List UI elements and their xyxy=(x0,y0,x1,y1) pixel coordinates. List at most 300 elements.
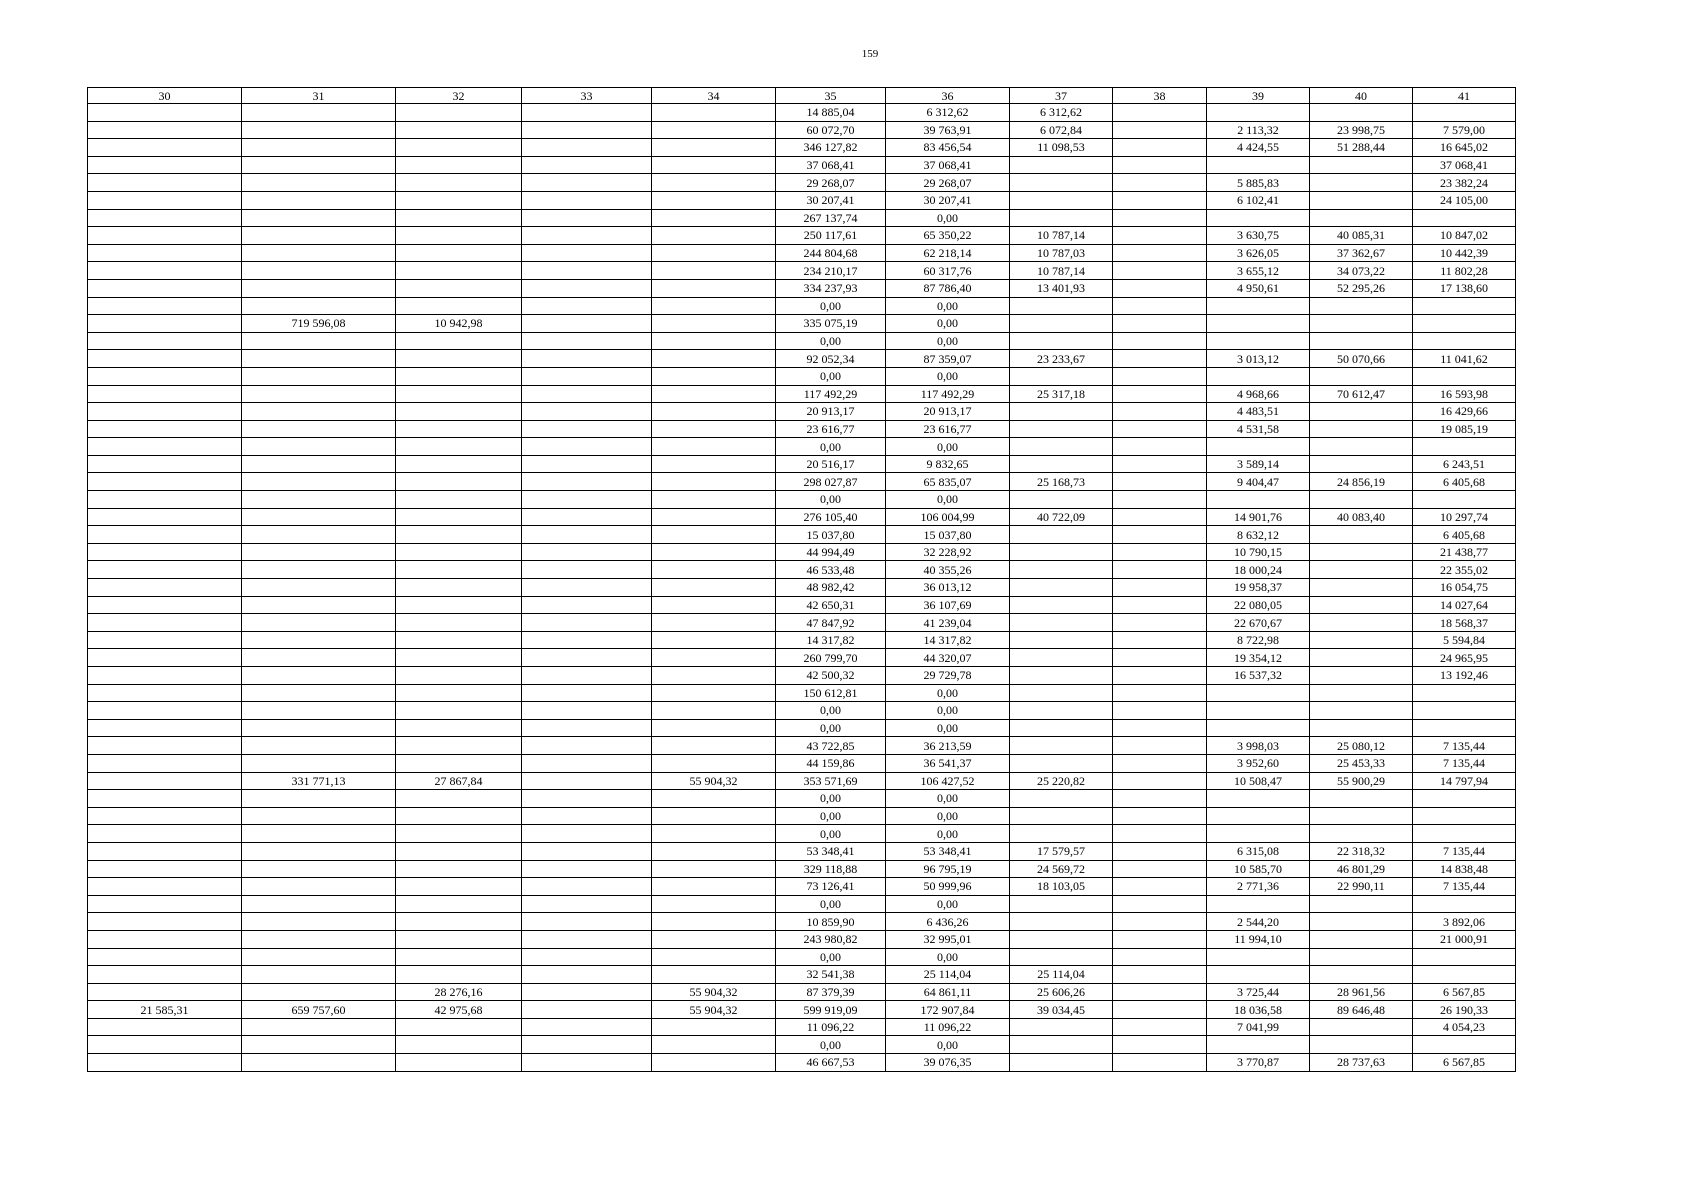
table-cell xyxy=(652,227,776,245)
table-cell xyxy=(652,367,776,385)
table-cell xyxy=(242,121,396,139)
table-cell xyxy=(522,596,652,614)
table-cell: 22 355,02 xyxy=(1413,561,1516,579)
table-cell xyxy=(1310,561,1413,579)
table-cell: 25 317,18 xyxy=(1010,385,1113,403)
table-cell xyxy=(1310,825,1413,843)
table-cell xyxy=(1010,1036,1113,1054)
table-cell: 43 722,85 xyxy=(776,737,886,755)
table-cell xyxy=(242,385,396,403)
table-cell: 28 276,16 xyxy=(396,983,522,1001)
table-cell: 11 994,10 xyxy=(1207,930,1310,948)
table-cell xyxy=(396,367,522,385)
table-cell xyxy=(1413,491,1516,509)
table-cell xyxy=(1010,174,1113,192)
table-cell: 3 952,60 xyxy=(1207,754,1310,772)
table-cell xyxy=(1113,966,1207,984)
table-cell: 4 054,23 xyxy=(1413,1018,1516,1036)
table-cell: 0,00 xyxy=(776,825,886,843)
table-cell xyxy=(652,438,776,456)
table-cell xyxy=(1310,719,1413,737)
table-cell xyxy=(242,332,396,350)
table-cell xyxy=(1207,315,1310,333)
table-cell xyxy=(1207,367,1310,385)
table-cell xyxy=(242,191,396,209)
table-cell: 13 401,93 xyxy=(1010,279,1113,297)
table-row xyxy=(88,491,1516,509)
table-cell xyxy=(396,262,522,280)
table-cell xyxy=(652,930,776,948)
table-cell xyxy=(1113,543,1207,561)
table-cell xyxy=(652,491,776,509)
table-cell xyxy=(652,579,776,597)
table-cell xyxy=(522,667,652,685)
table-cell xyxy=(242,543,396,561)
table-cell xyxy=(1113,807,1207,825)
table-cell xyxy=(1113,983,1207,1001)
table-row xyxy=(88,596,1516,614)
table-cell xyxy=(1310,596,1413,614)
table-cell xyxy=(396,191,522,209)
table-cell xyxy=(1207,702,1310,720)
table-cell xyxy=(242,825,396,843)
table-cell xyxy=(1113,930,1207,948)
table-cell xyxy=(88,332,242,350)
table-cell: 0,00 xyxy=(776,807,886,825)
table-cell xyxy=(396,209,522,227)
table-cell xyxy=(1010,403,1113,421)
table-cell xyxy=(396,156,522,174)
table-cell xyxy=(242,684,396,702)
table-cell xyxy=(396,948,522,966)
table-cell: 83 456,54 xyxy=(886,139,1010,157)
table-cell: 7 041,99 xyxy=(1207,1018,1310,1036)
table-cell xyxy=(522,614,652,632)
table-cell: 89 646,48 xyxy=(1310,1001,1413,1019)
table-cell xyxy=(88,649,242,667)
table-cell xyxy=(522,807,652,825)
table-cell: 8 722,98 xyxy=(1207,631,1310,649)
table-cell xyxy=(88,930,242,948)
table-cell: 0,00 xyxy=(886,438,1010,456)
table-cell: 331 771,13 xyxy=(242,772,396,790)
table-cell: 25 080,12 xyxy=(1310,737,1413,755)
table-cell xyxy=(88,139,242,157)
table-cell xyxy=(88,104,242,122)
table-cell: 5 885,83 xyxy=(1207,174,1310,192)
table-cell xyxy=(1413,684,1516,702)
table-cell xyxy=(652,350,776,368)
table-cell xyxy=(396,473,522,491)
table-cell xyxy=(522,508,652,526)
table-cell xyxy=(522,227,652,245)
table-cell xyxy=(88,667,242,685)
table-cell: 0,00 xyxy=(886,895,1010,913)
table-cell: 60 317,76 xyxy=(886,262,1010,280)
table-cell xyxy=(652,332,776,350)
table-cell: 51 288,44 xyxy=(1310,139,1413,157)
table-cell xyxy=(522,139,652,157)
table-cell: 36 213,59 xyxy=(886,737,1010,755)
table-cell: 55 904,32 xyxy=(652,772,776,790)
table-cell xyxy=(1010,807,1113,825)
table-cell xyxy=(396,508,522,526)
table-header-row xyxy=(88,88,1516,104)
table-cell: 50 999,96 xyxy=(886,878,1010,896)
table-cell xyxy=(1113,860,1207,878)
table-cell xyxy=(396,227,522,245)
table-cell xyxy=(242,139,396,157)
table-row xyxy=(88,561,1516,579)
table-cell xyxy=(652,385,776,403)
table-cell xyxy=(522,684,652,702)
table-cell xyxy=(396,667,522,685)
table-cell: 47 847,92 xyxy=(776,614,886,632)
table-cell: 65 350,22 xyxy=(886,227,1010,245)
table-cell xyxy=(396,807,522,825)
table-cell xyxy=(242,913,396,931)
table-cell: 17 579,57 xyxy=(1010,842,1113,860)
table-row xyxy=(88,279,1516,297)
table-cell: 13 192,46 xyxy=(1413,667,1516,685)
table-cell xyxy=(522,579,652,597)
table-cell xyxy=(88,790,242,808)
table-cell xyxy=(242,966,396,984)
table-cell xyxy=(242,279,396,297)
table-cell xyxy=(652,807,776,825)
table-row xyxy=(88,966,1516,984)
table-cell: 20 913,17 xyxy=(886,403,1010,421)
table-cell: 92 052,34 xyxy=(776,350,886,368)
table-cell xyxy=(1010,790,1113,808)
table-cell xyxy=(1113,579,1207,597)
table-cell xyxy=(242,983,396,1001)
table-cell xyxy=(88,842,242,860)
table-cell xyxy=(88,878,242,896)
table-cell: 21 438,77 xyxy=(1413,543,1516,561)
table-cell: 3 725,44 xyxy=(1207,983,1310,1001)
table-cell xyxy=(1310,1036,1413,1054)
table-cell xyxy=(1010,737,1113,755)
column-header: 33 xyxy=(522,88,652,104)
table-cell xyxy=(652,1036,776,1054)
table-cell xyxy=(242,948,396,966)
table-cell xyxy=(396,139,522,157)
table-cell xyxy=(1010,913,1113,931)
table-cell xyxy=(1310,332,1413,350)
table-cell: 18 568,37 xyxy=(1413,614,1516,632)
table-cell xyxy=(88,807,242,825)
table-cell xyxy=(1207,807,1310,825)
table-cell xyxy=(242,754,396,772)
table-cell xyxy=(1310,156,1413,174)
table-cell xyxy=(242,719,396,737)
table-cell xyxy=(522,156,652,174)
table-cell xyxy=(522,473,652,491)
table-cell xyxy=(1207,491,1310,509)
table-cell xyxy=(652,860,776,878)
table-cell xyxy=(1010,649,1113,667)
column-header: 38 xyxy=(1113,88,1207,104)
table-cell: 298 027,87 xyxy=(776,473,886,491)
table-cell xyxy=(522,860,652,878)
table-cell xyxy=(1113,315,1207,333)
table-cell xyxy=(652,719,776,737)
table-cell xyxy=(396,297,522,315)
table-cell xyxy=(396,842,522,860)
table-cell: 21 000,91 xyxy=(1413,930,1516,948)
table-cell xyxy=(652,104,776,122)
table-cell xyxy=(242,614,396,632)
table-cell xyxy=(522,121,652,139)
table-cell: 346 127,82 xyxy=(776,139,886,157)
table-cell: 106 004,99 xyxy=(886,508,1010,526)
table-cell xyxy=(1113,244,1207,262)
table-cell xyxy=(522,790,652,808)
table-cell xyxy=(242,403,396,421)
table-cell xyxy=(1113,209,1207,227)
table-cell xyxy=(652,420,776,438)
table-cell xyxy=(1310,438,1413,456)
table-cell xyxy=(1113,139,1207,157)
table-cell xyxy=(1310,297,1413,315)
table-row xyxy=(88,790,1516,808)
table-cell xyxy=(652,667,776,685)
table-cell: 267 137,74 xyxy=(776,209,886,227)
table-cell: 719 596,08 xyxy=(242,315,396,333)
table-cell xyxy=(1310,209,1413,227)
table-cell xyxy=(88,754,242,772)
table-cell: 22 670,67 xyxy=(1207,614,1310,632)
table-cell xyxy=(1010,579,1113,597)
table-cell: 4 968,66 xyxy=(1207,385,1310,403)
table-cell xyxy=(522,649,652,667)
table-cell xyxy=(88,895,242,913)
table-row xyxy=(88,367,1516,385)
table-cell: 10 442,39 xyxy=(1413,244,1516,262)
table-cell xyxy=(522,948,652,966)
table-cell xyxy=(1113,385,1207,403)
table-cell xyxy=(522,825,652,843)
table-cell: 20 516,17 xyxy=(776,455,886,473)
table-cell xyxy=(1413,209,1516,227)
table-cell xyxy=(242,262,396,280)
table-cell xyxy=(652,297,776,315)
table-cell xyxy=(652,684,776,702)
table-row xyxy=(88,1001,1516,1019)
table-cell: 3 630,75 xyxy=(1207,227,1310,245)
table-cell xyxy=(88,913,242,931)
table-cell xyxy=(1310,104,1413,122)
table-cell: 55 900,29 xyxy=(1310,772,1413,790)
table-cell: 50 070,66 xyxy=(1310,350,1413,368)
table-cell xyxy=(242,174,396,192)
table-cell xyxy=(1113,174,1207,192)
table-cell: 40 085,31 xyxy=(1310,227,1413,245)
table-cell xyxy=(88,156,242,174)
table-cell: 22 990,11 xyxy=(1310,878,1413,896)
table-cell xyxy=(1113,737,1207,755)
table-cell xyxy=(1113,754,1207,772)
table-cell: 18 000,24 xyxy=(1207,561,1310,579)
column-header: 35 xyxy=(776,88,886,104)
table-cell xyxy=(1113,227,1207,245)
table-cell xyxy=(1113,667,1207,685)
table-cell xyxy=(88,1054,242,1072)
table-cell: 23 233,67 xyxy=(1010,350,1113,368)
table-cell: 0,00 xyxy=(776,790,886,808)
table-row xyxy=(88,438,1516,456)
table-cell: 3 655,12 xyxy=(1207,262,1310,280)
table-row xyxy=(88,983,1516,1001)
table-cell xyxy=(88,1036,242,1054)
table-cell: 28 961,56 xyxy=(1310,983,1413,1001)
table-cell xyxy=(396,561,522,579)
table-cell xyxy=(1010,367,1113,385)
table-row xyxy=(88,579,1516,597)
table-cell: 106 427,52 xyxy=(886,772,1010,790)
table-cell xyxy=(88,209,242,227)
table-cell xyxy=(242,367,396,385)
table-cell: 276 105,40 xyxy=(776,508,886,526)
table-cell xyxy=(1113,913,1207,931)
table-cell xyxy=(88,227,242,245)
table-cell: 53 348,41 xyxy=(886,842,1010,860)
table-cell: 150 612,81 xyxy=(776,684,886,702)
table-cell xyxy=(652,403,776,421)
table-cell: 18 103,05 xyxy=(1010,878,1113,896)
table-cell xyxy=(522,983,652,1001)
table-cell xyxy=(1207,895,1310,913)
table-cell: 11 041,62 xyxy=(1413,350,1516,368)
table-cell xyxy=(1207,104,1310,122)
table-cell xyxy=(1113,332,1207,350)
table-cell: 10 790,15 xyxy=(1207,543,1310,561)
table-cell: 0,00 xyxy=(776,491,886,509)
table-cell xyxy=(1113,596,1207,614)
table-cell xyxy=(1113,491,1207,509)
table-cell xyxy=(522,561,652,579)
table-cell xyxy=(88,508,242,526)
table-cell: 0,00 xyxy=(886,1036,1010,1054)
table-cell xyxy=(396,913,522,931)
table-cell xyxy=(1113,684,1207,702)
table-cell: 25 114,04 xyxy=(1010,966,1113,984)
table-cell xyxy=(1310,702,1413,720)
table-cell xyxy=(652,913,776,931)
table-cell xyxy=(396,526,522,544)
table-cell: 10 585,70 xyxy=(1207,860,1310,878)
table-cell xyxy=(88,631,242,649)
table-cell: 3 892,06 xyxy=(1413,913,1516,931)
table-cell xyxy=(1113,473,1207,491)
table-row xyxy=(88,156,1516,174)
table-row xyxy=(88,631,1516,649)
table-row xyxy=(88,719,1516,737)
table-cell xyxy=(1413,1036,1516,1054)
table-cell xyxy=(1310,526,1413,544)
table-cell: 10 297,74 xyxy=(1413,508,1516,526)
table-row xyxy=(88,526,1516,544)
table-cell xyxy=(1113,262,1207,280)
table-cell xyxy=(1113,790,1207,808)
table-cell xyxy=(1413,315,1516,333)
table-cell: 6 102,41 xyxy=(1207,191,1310,209)
table-cell xyxy=(1207,209,1310,227)
table-cell: 87 786,40 xyxy=(886,279,1010,297)
table-cell: 37 068,41 xyxy=(886,156,1010,174)
table-cell xyxy=(242,807,396,825)
table-cell: 36 013,12 xyxy=(886,579,1010,597)
table-cell: 14 317,82 xyxy=(776,631,886,649)
table-cell xyxy=(242,596,396,614)
table-cell: 32 228,92 xyxy=(886,543,1010,561)
table-cell: 14 885,04 xyxy=(776,104,886,122)
table-cell xyxy=(1310,455,1413,473)
table-cell: 7 135,44 xyxy=(1413,842,1516,860)
table-cell xyxy=(1310,649,1413,667)
table-cell xyxy=(1113,825,1207,843)
table-cell: 70 612,47 xyxy=(1310,385,1413,403)
table-cell: 0,00 xyxy=(886,719,1010,737)
table-cell xyxy=(396,719,522,737)
table-row xyxy=(88,385,1516,403)
table-cell xyxy=(396,543,522,561)
table-cell: 0,00 xyxy=(776,948,886,966)
table-cell: 2 771,36 xyxy=(1207,878,1310,896)
table-cell: 64 861,11 xyxy=(886,983,1010,1001)
table-cell: 46 533,48 xyxy=(776,561,886,579)
table-cell xyxy=(242,297,396,315)
table-row xyxy=(88,473,1516,491)
table-cell: 34 073,22 xyxy=(1310,262,1413,280)
table-cell xyxy=(242,649,396,667)
table-cell: 6 567,85 xyxy=(1413,1054,1516,1072)
table-cell: 4 531,58 xyxy=(1207,420,1310,438)
table-cell xyxy=(396,438,522,456)
table-cell: 4 483,51 xyxy=(1207,403,1310,421)
table-cell xyxy=(652,191,776,209)
table-cell: 0,00 xyxy=(776,367,886,385)
table-cell xyxy=(1010,209,1113,227)
table-row xyxy=(88,842,1516,860)
table-row xyxy=(88,350,1516,368)
table-cell: 7 135,44 xyxy=(1413,754,1516,772)
table-cell xyxy=(242,473,396,491)
table-cell xyxy=(522,191,652,209)
table-cell xyxy=(1310,420,1413,438)
table-cell: 117 492,29 xyxy=(776,385,886,403)
table-cell xyxy=(652,121,776,139)
table-row xyxy=(88,297,1516,315)
table-cell: 25 606,26 xyxy=(1010,983,1113,1001)
table-cell xyxy=(652,139,776,157)
table-cell xyxy=(242,579,396,597)
table-cell: 19 085,19 xyxy=(1413,420,1516,438)
table-cell xyxy=(522,174,652,192)
table-cell: 6 243,51 xyxy=(1413,455,1516,473)
table-cell: 40 355,26 xyxy=(886,561,1010,579)
table-cell: 0,00 xyxy=(886,684,1010,702)
table-cell xyxy=(652,702,776,720)
table-cell xyxy=(1113,895,1207,913)
table-cell xyxy=(652,878,776,896)
table-row xyxy=(88,227,1516,245)
table-cell: 26 190,33 xyxy=(1413,1001,1516,1019)
table-cell: 0,00 xyxy=(886,948,1010,966)
table-cell: 27 867,84 xyxy=(396,772,522,790)
table-row xyxy=(88,649,1516,667)
